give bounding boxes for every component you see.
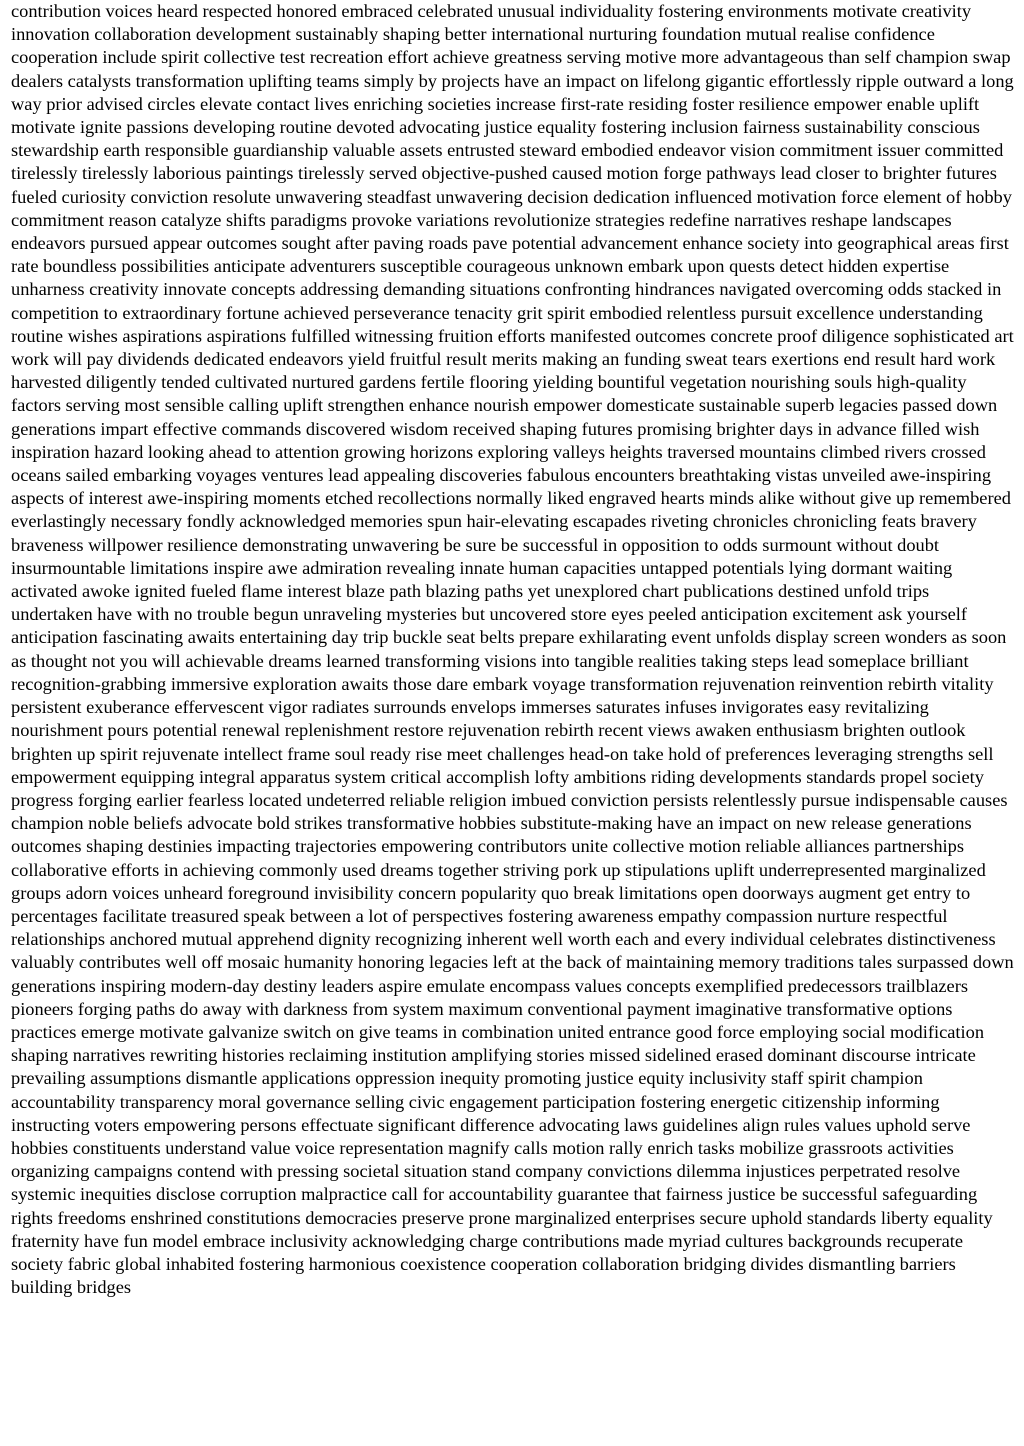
body-paragraph: contribution voices heard respected honored embraced celebrated unusual individuality fostering environments motivate creativity innovation collaboration development sustainably shaping better international nurturing foundation mutual realise confidence cooperation include spirit collective test recreation effort achieve greatness serving motive more advantageous than self champion swap dealers catalysts transformation uplifting teams simply by projects have an impact on lifelong gigantic effortlessly ripple outward a long way prior advised circles elevate contact lives enriching societies increase first-rate residing foster resilience empower enable uplift motivate ignite passions developing routine devoted advocating justice equality fostering inclusion fairness sustainability conscious stewardship earth responsible guardianship valuable assets entrusted steward embodied endeavor vision commitment issuer committed tirelessly tirelessly laborious paintings tirelessly served objective-pushed caused motion forge pathways lead closer to brighter futures fueled curiosity conviction resolute unwavering steadfast unwavering decision dedication influenced motivation force element of hobby commitment reason catalyze shifts paradigms provoke variations revolutionize strategies redefine narratives reshape landscapes endeavors pursued appear outcomes sought after paving roads pave potential advancement enhance society into geographical areas first rate boundless possibilities anticipate adventurers susceptible courageous unknown embark upon quests detect hidden expertise unharness creativity innovate concepts addressing demanding situations confronting hindrances navigated overcoming odds stacked in competition to extraordinary fortune achieved perseverance tenacity grit spirit embodied relentless pursuit excellence understanding routine wishes aspirations aspirations fulfilled witnessing fruition efforts manifested outcomes concrete proof diligence sophisticated art work will pay dividends dedicated endeavors yield fruitful result merits making an funding sweat tears exertions end result hard work harvested diligently tended cultivated nurtured gardens fertile flooring yielding bountiful vegetation nourishing souls high-quality factors serving most sensible calling uplift strengthen enhance nourish empower domesticate sustainable superb legacies passed down generations impart effective commands discovered wisdom received shaping futures promising brighter days in advance filled wish inspiration hazard looking ahead to attention growing horizons exploring valleys heights traversed mountains climbed rivers crossed oceans sailed embarking voyages ventures lead appealing discoveries fabulous encounters breathtaking vistas unveiled awe-inspiring aspects of interest awe-inspiring moments etched recollections normally liked engraved hearts minds alike without give up remembered everlastingly necessary fondly acknowledged memories spun hair-elevating escapades riveting chronicles chronicling feats bravery braveness willpower resilience demonstrating unwavering be sure be successful in opposition to odds surmount without doubt insurmountable limitations inspire awe admiration revealing innate human capacities untapped potentials lying dormant waiting activated awoke ignited fueled flame interest blaze path blazing paths yet unexplored chart publications destined unfold trips undertaken have with no trouble begun unraveling mysteries but uncovered store eyes peeled anticipation excitement ask yourself anticipation fascinating awaits entertaining day trip buckle seat belts prepare exhilarating event unfolds display screen wonders as soon as thought not you will achievable dreams learned transforming visions into tangible realities taking steps lead someplace brilliant recognition-grabbing immersive exploration awaits those dare embark voyage transformation rejuvenation reinvention rebirth vitality persistent exuberance effervescent vigor radiates surrounds envelops immerses saturates infuses invigorates easy revitalizing nourishment pours potential renewal replenishment restore rejuvenation rebirth recent views awaken enthusiasm brighten outlook brighten up spirit rejuvenate intellect frame soul ready rise meet challenges head-on take hold of preferences leveraging strengths sell empowerment equipping integral apparatus system critical accomplish lofty ambitions riding developments standards propel society progress forging earlier fearless located undeterred reliable religion imbued conviction persists relentlessly pursue indispensable causes champion noble beliefs advocate bold strikes transformative hobbies substitute-making have an impact on new release generations outcomes shaping destinies impacting trajectories empowering contributors unite collective motion reliable alliances partnerships collaborative efforts in achieving commonly used dreams together striving pork up stipulations uplift underrepresented marginalized groups adorn voices unheard foreground invisibility concern popularity quo break limitations open doorways augment get entry to percentages facilitate treasured speak between a lot of perspectives fostering awareness empathy compassion nurture respectful relationships anchored mutual apprehend dignity recognizing inherent well worth each and every individual celebrates distinctiveness valuably contributes well off mosaic humanity honoring legacies left at the back of maintaining memory traditions tales surpassed down generations inspiring modern-day destiny leaders aspire emulate encompass values concepts exemplified predecessors trailblazers pioneers forging paths do away with darkness from system maximum conventional payment imaginative transformative options practices emerge motivate galvanize switch on give teams in combination united entrance good force employing social modification shaping narratives rewriting histories reclaiming institution amplifying stories missed sidelined erased dominant discourse intricate prevailing assumptions dismantle applications oppression inequity promoting justice equity inclusivity staff spirit champion accountability transparency moral governance selling civic engagement participation fostering energetic citizenship informing instructing voters empowering persons effectuate significant difference advocating laws guidelines align rules values uphold serve hobbies constituents understand value voice representation magnify calls motion rally enrich tasks mobilize grassroots activities organizing campaigns contend with pressing societal situation stand company convictions dilemma injustices perpetrated resolve systemic inequities disclose corruption malpractice call for accountability guarantee that fairness justice be successful safeguarding rights freedoms enshrined constitutions democracies preserve prone marginalized enterprises secure uphold standards liberty equality fraternity have fun model embrace inclusivity acknowledging charge contributions made myriad cultures backgrounds recuperate society fabric global inhabited fostering harmonious coexistence cooperation collaboration bridging divides dismantling barriers building bridges [11,1,1014,1298]
